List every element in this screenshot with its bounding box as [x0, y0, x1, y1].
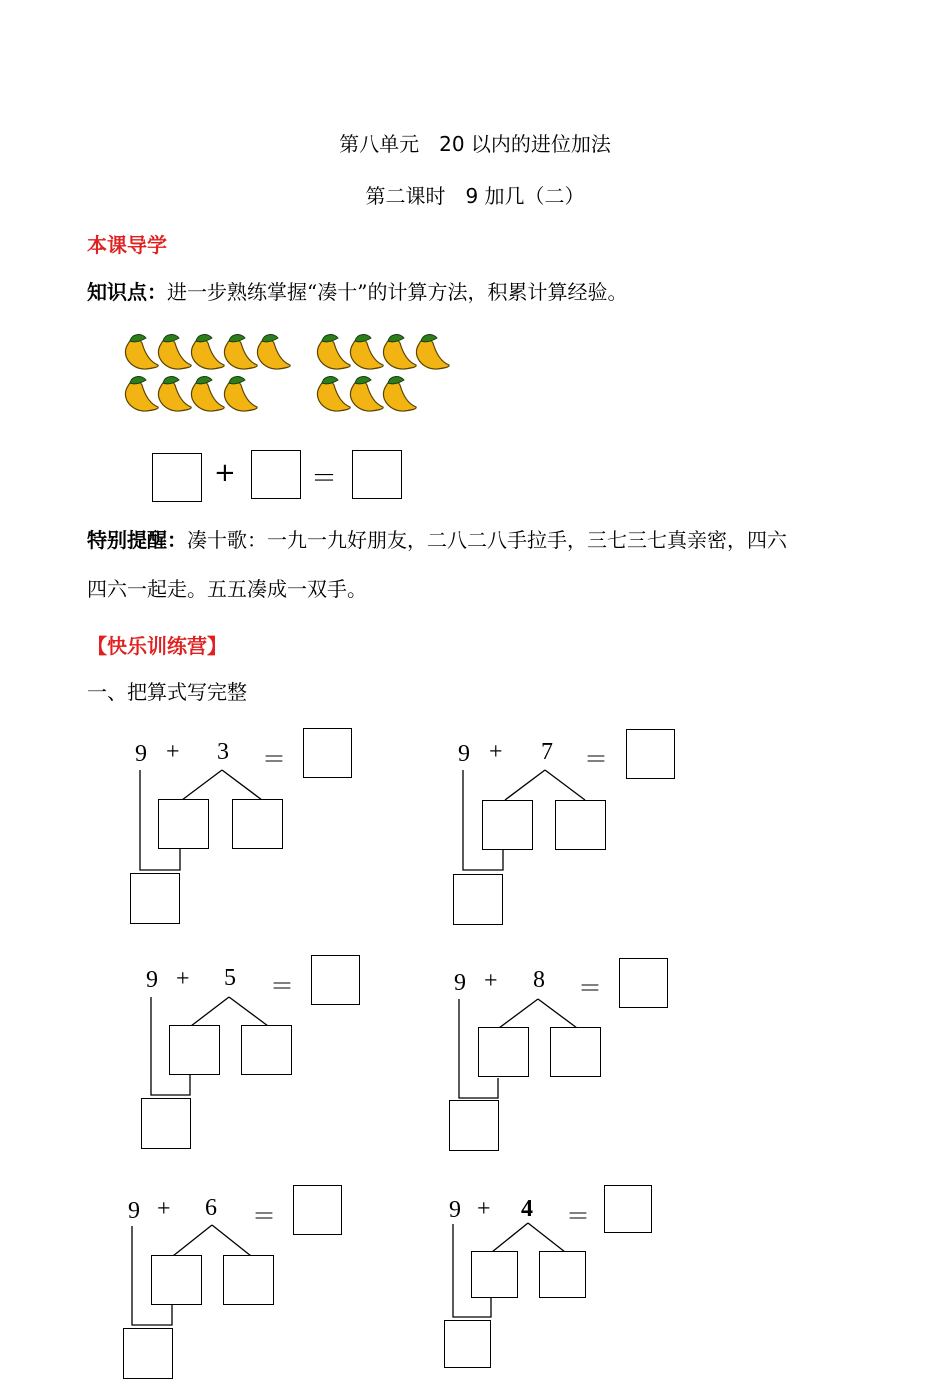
problem-operator: + — [166, 739, 180, 765]
reminder-label: 特别提醒： — [87, 528, 187, 552]
reminder-text-line1: 凑十歌：一九一九好朋友，二八二八手拉手，三七三七真亲密，四六 — [187, 528, 787, 552]
split-box-left[interactable] — [471, 1251, 518, 1298]
problem-addend-b: 4 — [521, 1196, 533, 1222]
problem-operator: + — [157, 1196, 171, 1222]
problem-equals: ＝ — [578, 976, 602, 1002]
problem-equals: ＝ — [270, 974, 294, 1000]
problem-operator: + — [489, 739, 503, 765]
make-ten-box[interactable] — [444, 1320, 491, 1368]
practice-heading: 【快乐训练营】 — [87, 634, 227, 658]
knowledge-label: 知识点： — [87, 280, 167, 304]
lesson-title: 第二课时 9 加几（二） — [365, 184, 585, 208]
split-box-right[interactable] — [539, 1251, 586, 1298]
problem-equals: ＝ — [262, 747, 286, 773]
equals-sign: ＝ — [311, 464, 338, 494]
problem-addend-a: 9 — [128, 1198, 140, 1224]
plus-sign: + — [214, 458, 236, 488]
problem-addend-b: 5 — [224, 965, 236, 991]
problem-addend-a: 9 — [449, 1197, 461, 1223]
problem-addend-b: 6 — [205, 1195, 217, 1221]
problem-addend-b: 3 — [217, 739, 229, 765]
unit-title: 第八单元 20 以内的进位加法 — [339, 132, 611, 156]
problem-addend-a: 9 — [454, 970, 466, 996]
problem-addend-b: 7 — [541, 739, 553, 765]
problem-operator: + — [477, 1196, 491, 1222]
problem-operator: + — [484, 968, 498, 994]
problem-equals: ＝ — [252, 1204, 276, 1230]
problem-equals: ＝ — [566, 1204, 590, 1230]
problem-equals: ＝ — [584, 747, 608, 773]
problem-operator: + — [176, 966, 190, 992]
problem-addend-a: 9 — [135, 741, 147, 767]
guide-heading: 本课导学 — [87, 233, 167, 257]
problem-addend-a: 9 — [458, 741, 470, 767]
problem-addend-b: 8 — [533, 967, 545, 993]
problem-addend-a: 9 — [146, 967, 158, 993]
reminder-text-line2: 四六一起走。五五凑成一双手。 — [87, 577, 367, 601]
knowledge-text: 进一步熟练掌握“凑十”的计算方法，积累计算经验。 — [167, 280, 628, 304]
section-one-title: 一、把算式写完整 — [87, 680, 247, 704]
